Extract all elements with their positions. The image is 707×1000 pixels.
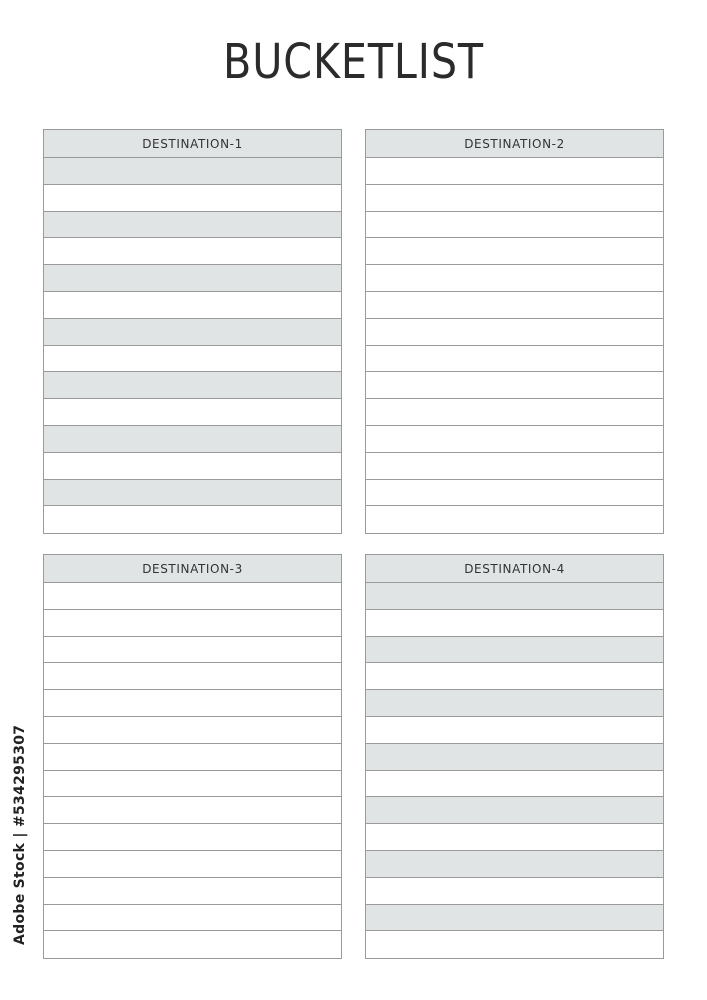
table-row xyxy=(44,372,341,399)
table-row xyxy=(44,399,341,426)
table-row xyxy=(44,426,341,453)
table-row xyxy=(44,480,341,507)
table-row xyxy=(366,663,663,690)
destination-table-1 xyxy=(43,129,342,534)
table-row xyxy=(366,583,663,610)
table-row xyxy=(366,265,663,292)
table-row xyxy=(366,931,663,958)
table-row xyxy=(366,212,663,239)
table-row xyxy=(44,583,341,610)
table-row xyxy=(44,319,341,346)
table-row xyxy=(366,158,663,185)
table-row xyxy=(44,506,341,533)
table-row xyxy=(366,637,663,664)
table-row xyxy=(366,851,663,878)
table-row xyxy=(366,610,663,637)
table-row xyxy=(366,744,663,771)
table-row xyxy=(44,771,341,798)
page-title: BUCKETLIST xyxy=(223,34,484,90)
table-header: DESTINATION-3 xyxy=(44,555,341,583)
table-row xyxy=(44,663,341,690)
table-rows xyxy=(366,158,663,533)
table-row xyxy=(366,372,663,399)
table-row xyxy=(44,690,341,717)
table-row xyxy=(366,238,663,265)
table-row xyxy=(366,319,663,346)
table-row xyxy=(366,878,663,905)
table-header: DESTINATION-4 xyxy=(366,555,663,583)
table-row xyxy=(44,905,341,932)
table-row xyxy=(366,771,663,798)
table-row xyxy=(44,346,341,373)
table-row xyxy=(44,265,341,292)
table-row xyxy=(44,610,341,637)
destination-table-2 xyxy=(365,129,664,534)
table-row xyxy=(366,824,663,851)
table-rows xyxy=(366,583,663,958)
table-row xyxy=(366,292,663,319)
table-row xyxy=(44,717,341,744)
table-row xyxy=(44,238,341,265)
table-row xyxy=(44,185,341,212)
table-row xyxy=(366,480,663,507)
table-header: DESTINATION-1 xyxy=(44,130,341,158)
table-row xyxy=(366,506,663,533)
stock-watermark-id: Adobe Stock | #534295307 xyxy=(12,724,28,945)
table-header: DESTINATION-2 xyxy=(366,130,663,158)
table-row xyxy=(44,744,341,771)
table-row xyxy=(366,905,663,932)
table-row xyxy=(366,453,663,480)
table-row xyxy=(366,426,663,453)
table-rows xyxy=(44,583,341,958)
table-rows xyxy=(44,158,341,533)
table-row xyxy=(44,851,341,878)
destination-table-3 xyxy=(43,554,342,959)
destination-table-4 xyxy=(365,554,664,959)
table-row xyxy=(44,878,341,905)
table-row xyxy=(366,717,663,744)
table-row xyxy=(44,824,341,851)
table-row xyxy=(44,158,341,185)
table-row xyxy=(44,931,341,958)
table-row xyxy=(44,453,341,480)
table-row xyxy=(366,690,663,717)
table-row xyxy=(44,797,341,824)
table-row xyxy=(366,346,663,373)
table-row xyxy=(366,797,663,824)
table-row xyxy=(366,399,663,426)
table-row xyxy=(44,637,341,664)
table-row xyxy=(44,212,341,239)
table-row xyxy=(366,185,663,212)
table-row xyxy=(44,292,341,319)
